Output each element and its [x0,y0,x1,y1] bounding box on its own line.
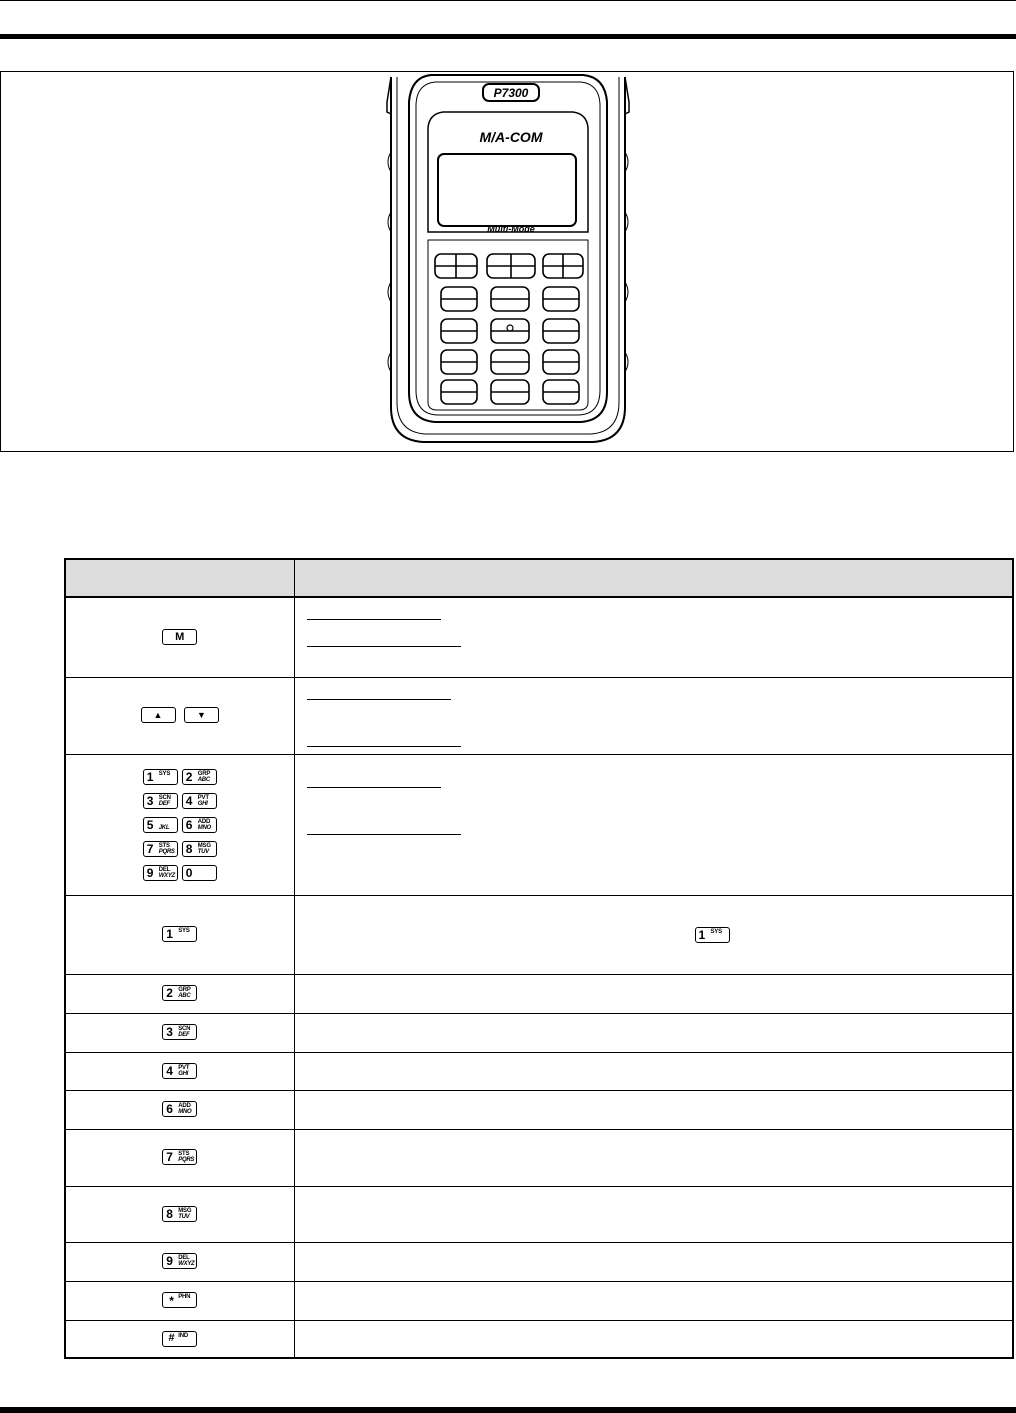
table-row [65,895,1013,974]
table-header-row [65,559,1013,597]
key-2-icon: 2 GRP ABC [182,769,217,785]
key-3-icon: 3 SCN DEF [143,793,178,809]
key-4-icon: 4 PVT GHI [182,793,217,809]
description-cell [294,1052,1013,1090]
key-3-scn-icon: 3 SCN DEF [162,1024,197,1040]
table-row [65,1090,1013,1129]
table-row [65,1129,1013,1186]
key-7-icon: 7 STS PQRS [143,841,178,857]
table-row [65,1052,1013,1090]
radio-figure [0,71,1014,452]
brand-logo: M/A-COM [479,129,543,145]
underline-1 [307,787,441,788]
key-8-icon: 8 MSG TUV [182,841,217,857]
underline-2 [307,746,461,747]
underline-1 [307,699,451,700]
key-9-icon: 9 DEL WXYZ [143,865,178,881]
description-cell [294,1090,1013,1129]
table-row [65,677,1013,754]
mode-label: Multi-Mode [487,224,535,234]
underline-1 [307,619,441,620]
key-6-icon: 6 ADD MNO [182,817,217,833]
table-row [65,1242,1013,1281]
down-arrow-key-icon: ▼ [184,707,219,723]
inline-key-1-sys-icon: 1 SYS [695,927,730,943]
header-rule [0,34,1016,39]
key-star-phn-icon: * PHN [162,1292,197,1308]
description-cell [294,597,1013,677]
description-cell [294,1320,1013,1358]
key-9-del-icon: 9 DEL WXYZ [162,1253,197,1269]
table-row [65,1281,1013,1320]
description-cell [294,677,1013,754]
table-row [65,1013,1013,1052]
description-cell [294,1186,1013,1242]
key-hash-ind-icon: # IND [162,1331,197,1347]
key-8-msg-icon: 8 MSG TUV [162,1206,197,1222]
header-function [294,559,1013,597]
up-arrow-key-icon: ▲ [141,707,176,723]
menu-key-icon: M [162,629,197,645]
key-0-icon: 0 [182,865,217,881]
key-1-icon: 1 SYS [143,769,178,785]
key-2-grp-icon: 2 GRP ABC [162,985,197,1001]
description-cell [294,895,1013,974]
key-5-icon: 5 JKL [143,817,178,833]
key-1-sys-icon: 1 SYS [162,926,197,942]
key-function-table [64,558,1014,1359]
underline-2 [307,646,461,647]
top-hairline [0,0,1016,1]
underline-2 [307,834,461,835]
key-7-sts-icon: 7 STS PQRS [162,1149,197,1165]
description-cell [294,1129,1013,1186]
description-cell [294,1281,1013,1320]
table-row [65,1320,1013,1358]
radio-illustration [383,72,633,452]
table-row [65,1186,1013,1242]
key-4-pvt-icon: 4 PVT GHI [162,1063,197,1079]
header-key [65,559,294,597]
model-label: P7300 [493,86,529,100]
footer-rule [0,1407,1016,1413]
table-row [65,597,1013,677]
description-cell [294,974,1013,1013]
table-row [65,754,1013,895]
key-6-add-icon: 6 ADD MNO [162,1101,197,1117]
description-cell [294,754,1013,895]
description-cell [294,1242,1013,1281]
description-cell [294,1013,1013,1052]
table-row [65,974,1013,1013]
